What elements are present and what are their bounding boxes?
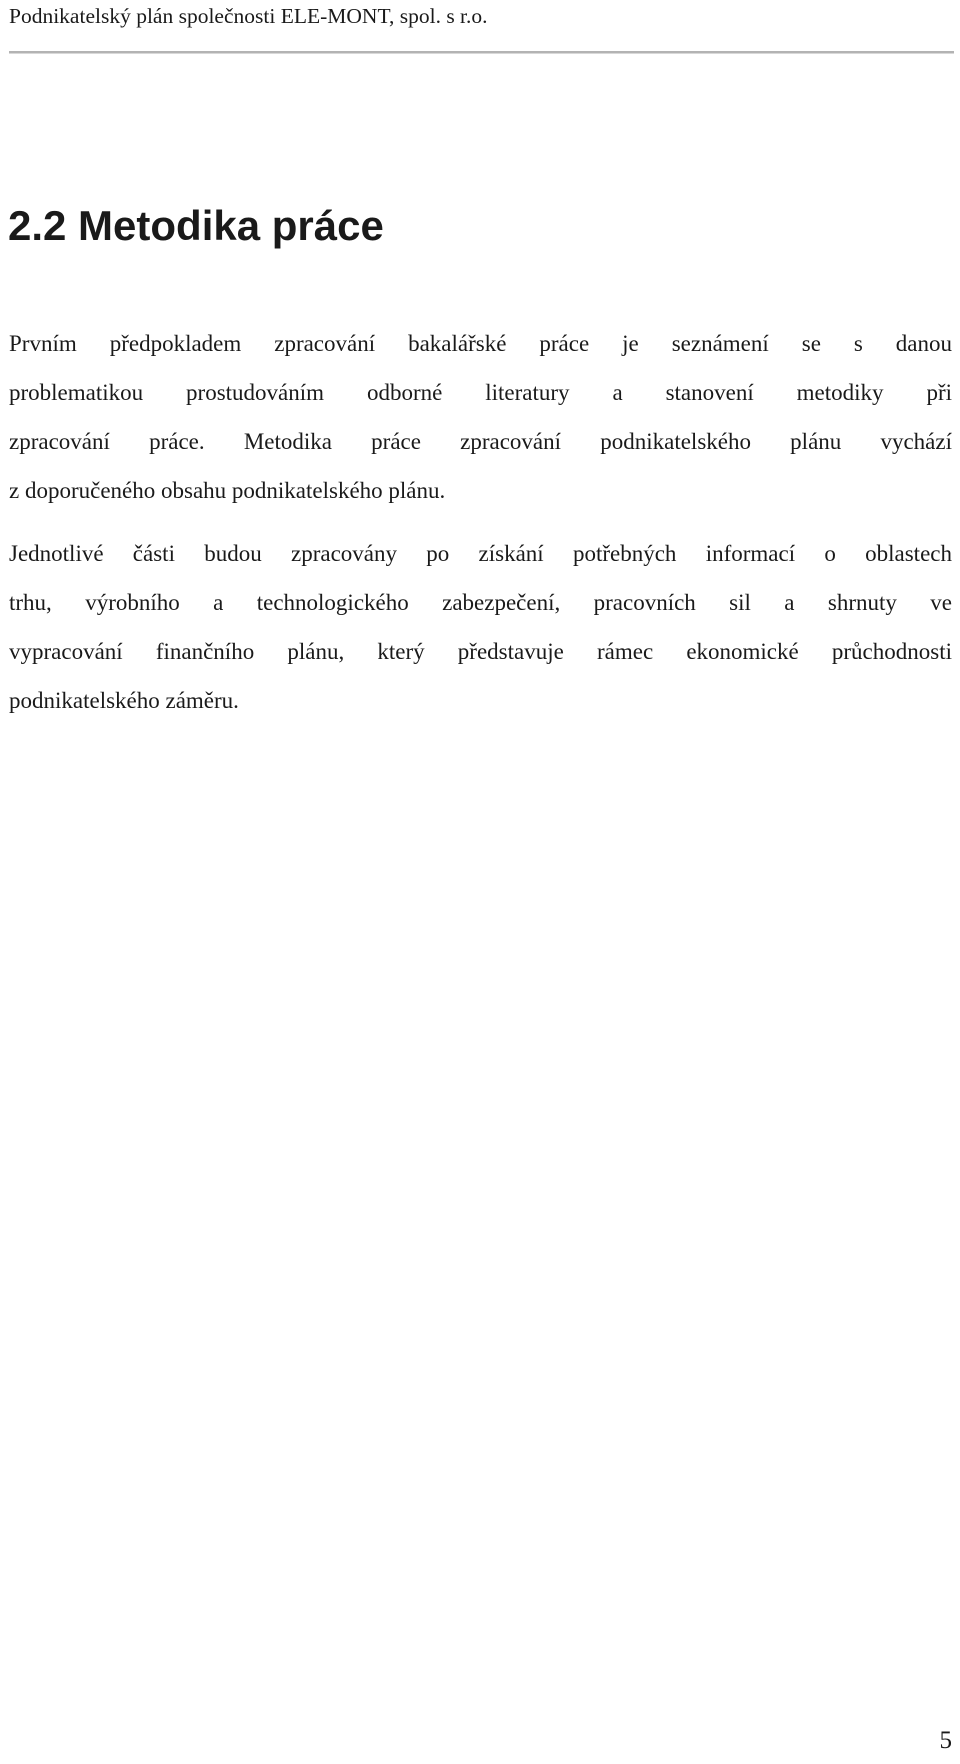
paragraph-line: z doporučeného obsahu podnikatelského plánu. [9, 478, 446, 503]
paragraph-line: trhu, výrobního a technologického zabezpečení, pracovních sil a shrnuty ve [9, 590, 952, 615]
section-heading: 2.2 Metodika práce [8, 202, 384, 249]
running-header: Podnikatelský plán společnosti ELE-MONT, spol. s r.o. [9, 4, 488, 28]
paragraph-line: Prvním předpokladem zpracování bakalářské práce je seznámení se s danou [9, 331, 952, 356]
header-divider [9, 51, 954, 54]
paragraph-line: vypracování finančního plánu, který představuje rámec ekonomické průchodnosti [9, 639, 952, 664]
paragraph-line: problematikou prostudováním odborné literatury a stanovení metodiky při [9, 380, 952, 405]
page-number: 5 [939, 1727, 952, 1754]
paragraph-line: Jednotlivé části budou zpracovány po získání potřebných informací o oblastech [9, 541, 952, 566]
paragraph-2 [9, 529, 952, 725]
paragraph-line: podnikatelského záměru. [9, 688, 239, 713]
paragraph-line: zpracování práce. Metodika práce zpracování podnikatelského plánu vychází [9, 429, 952, 454]
paragraph-1 [9, 319, 952, 515]
